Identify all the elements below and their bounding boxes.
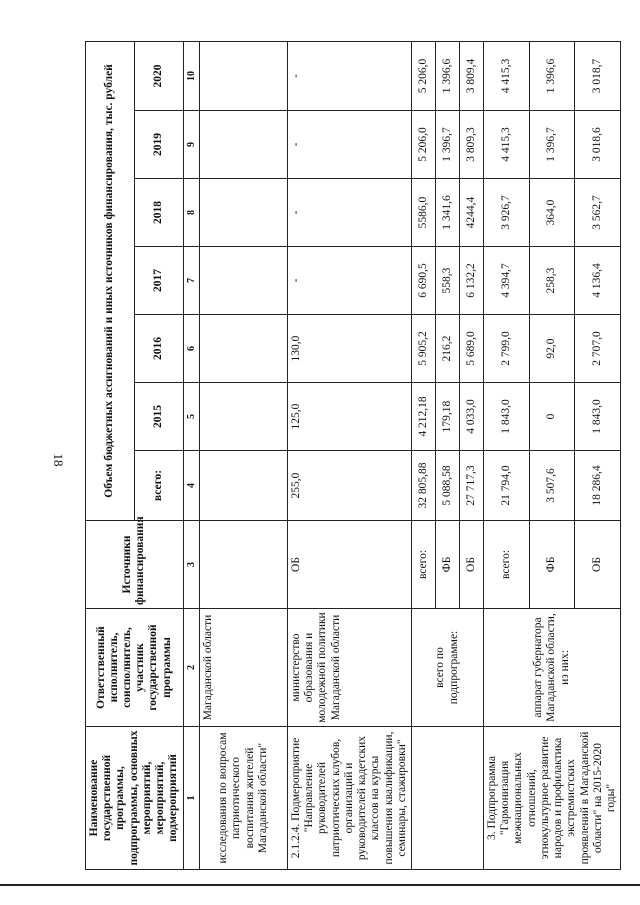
row-value: 6 690,5: [412, 247, 436, 315]
row-value: 4 394,7: [484, 247, 530, 315]
row-program-name-empty: [412, 727, 484, 870]
row-value: 4 212,18: [412, 383, 436, 451]
row-value: 558,3: [436, 247, 460, 315]
row-executor: Магаданской области: [200, 609, 288, 727]
header-year: 2019: [134, 111, 183, 179]
row-program-name: 2.1.2.4. Подмероприятие "Направление руководителей патриотических клубов, организаций и руководителей кадетских классов на курсы повышения квалификации, семинары, стажировки": [288, 727, 412, 870]
page-bottom-rule: [0, 884, 640, 886]
row-source: ФБ: [436, 521, 460, 609]
column-index: 1: [183, 727, 200, 870]
column-index: 10: [183, 41, 200, 110]
table-row: [484, 41, 530, 869]
row-total: [200, 451, 288, 521]
table-row: [200, 41, 288, 869]
row-value: [200, 315, 288, 383]
row-value: 4 415,3: [484, 111, 530, 179]
row-value: 0: [529, 383, 575, 451]
row-value: 1 843,0: [575, 383, 621, 451]
column-index: 2: [183, 609, 200, 727]
row-value: -: [288, 179, 412, 247]
row-value: 130,0: [288, 315, 412, 383]
header-year: 2016: [134, 315, 183, 383]
row-value: [200, 111, 288, 179]
row-value: 5 689,0: [460, 315, 484, 383]
row-value: 5 206,0: [412, 111, 436, 179]
row-program-name: 3. Подпрограмма "Гармонизация межнациональных отношений, этнокультурное развитие народов и профилактика экстремистских проявлений в Магаданской области" на 2015-2020 годы": [484, 727, 621, 870]
row-value: 5 206,0: [412, 41, 436, 110]
column-index-row: [183, 41, 200, 869]
column-index: 4: [183, 451, 200, 521]
header-year: 2018: [134, 179, 183, 247]
row-source: ОБ: [575, 521, 621, 609]
row-value: [200, 247, 288, 315]
row-value: 125,0: [288, 383, 412, 451]
column-index: 8: [183, 179, 200, 247]
row-value: 4244,4: [460, 179, 484, 247]
row-executor: аппарат губернатора Магаданской области, из них:: [484, 609, 621, 727]
header-funding-volume: Объем бюджетных ассигнований и иных источников финансирования, тыс. рублей: [86, 41, 135, 520]
budget-table: [85, 41, 621, 870]
header-executor: Ответственный исполнитель, соисполнитель, участник государственной программы: [86, 609, 184, 727]
row-value: 1 341,6: [436, 179, 460, 247]
row-value: 179,18: [436, 383, 460, 451]
row-value: 2 707,0: [575, 315, 621, 383]
row-value: -: [288, 247, 412, 315]
row-value: 92,0: [529, 315, 575, 383]
row-source: всего:: [484, 521, 530, 609]
row-value: 5586,0: [412, 179, 436, 247]
row-value: 3 018,7: [575, 41, 621, 110]
row-value: 216,2: [436, 315, 460, 383]
row-value: 3 809,4: [460, 41, 484, 110]
header-funding-source: Источники финансирования: [86, 521, 184, 609]
row-executor: министерство образования и молодежной политики Магаданской области: [288, 609, 412, 727]
table-row: [288, 41, 412, 869]
row-value: 2 799,0: [484, 315, 530, 383]
column-index: 5: [183, 383, 200, 451]
row-value: -: [288, 111, 412, 179]
row-value: 1 396,7: [529, 111, 575, 179]
column-index: 9: [183, 111, 200, 179]
row-value: 4 415,3: [484, 41, 530, 110]
column-index: 3: [183, 521, 200, 609]
row-value: [200, 41, 288, 110]
row-executor: всего по подпрограмме:: [412, 609, 484, 727]
row-value: 3 018,6: [575, 111, 621, 179]
row-value: [200, 179, 288, 247]
row-value: 4 136,4: [575, 247, 621, 315]
page-number: 18: [51, 453, 66, 467]
column-index: 7: [183, 247, 200, 315]
row-value: -: [288, 41, 412, 110]
row-value: 1 396,6: [436, 41, 460, 110]
row-value: 3 809,3: [460, 111, 484, 179]
row-program-name: исследования по вопросам патриотического воспитания жителей Магаданской области": [200, 727, 288, 870]
header-year: 2015: [134, 383, 183, 451]
header-total: всего:: [134, 451, 183, 521]
row-value: 258,3: [529, 247, 575, 315]
row-source: [200, 521, 288, 609]
header-row: [86, 41, 135, 869]
row-total: 21 794,0: [484, 451, 530, 521]
rotated-table-wrapper: [85, 42, 617, 870]
column-index: 6: [183, 315, 200, 383]
row-value: [200, 383, 288, 451]
row-total: 18 286,4: [575, 451, 621, 521]
row-value: 3 926,7: [484, 179, 530, 247]
row-value: 364,0: [529, 179, 575, 247]
row-source: ОБ: [288, 521, 412, 609]
row-source: ФБ: [529, 521, 575, 609]
header-year: 2017: [134, 247, 183, 315]
row-source: ОБ: [460, 521, 484, 609]
header-year: 2020: [134, 41, 183, 110]
row-value: 1 843,0: [484, 383, 530, 451]
table-row: [412, 41, 436, 869]
row-total: 5 088,58: [436, 451, 460, 521]
row-value: 1 396,6: [529, 41, 575, 110]
row-value: 4 033,0: [460, 383, 484, 451]
row-value: 5 905,2: [412, 315, 436, 383]
row-value: 3 562,7: [575, 179, 621, 247]
header-program-name: Наименование государственной программы, подпрограммы, основных мероприятий, мероприятий, подмероприятий: [86, 727, 184, 870]
row-total: 32 805,88: [412, 451, 436, 521]
row-total: 255,0: [288, 451, 412, 521]
row-value: 1 396,7: [436, 111, 460, 179]
row-total: 27 717,3: [460, 451, 484, 521]
row-value: 6 132,2: [460, 247, 484, 315]
row-source: всего:: [412, 521, 436, 609]
row-total: 3 507,6: [529, 451, 575, 521]
